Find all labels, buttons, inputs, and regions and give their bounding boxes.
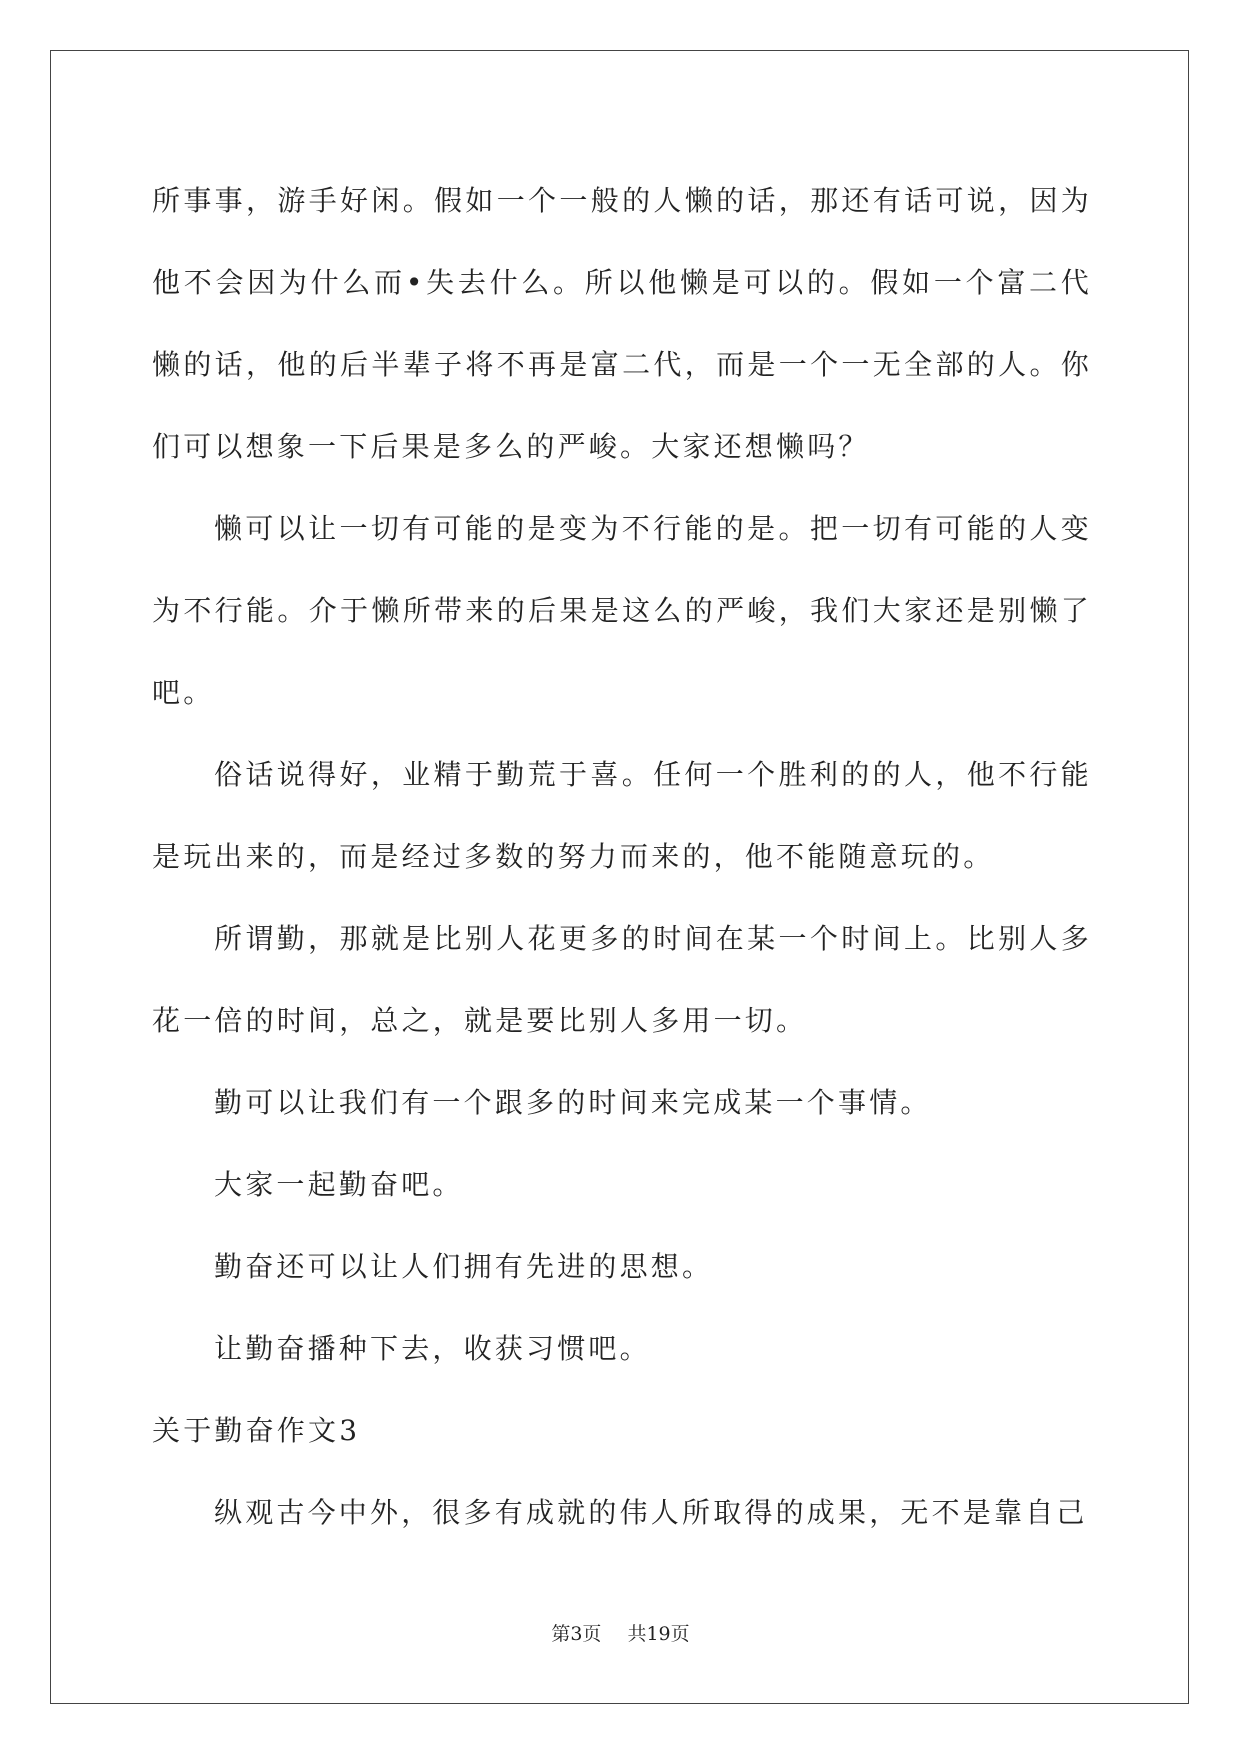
document-body xyxy=(152,160,1092,1554)
paragraph-8: 让勤奋播种下去，收获习惯吧。 xyxy=(214,1332,651,1365)
page-footer xyxy=(0,1619,1241,1646)
page-number: 第3页 xyxy=(551,1623,602,1645)
paragraph-7: 勤奋还可以让人们拥有先进的思想。 xyxy=(214,1250,714,1283)
page-total: 共19页 xyxy=(627,1623,690,1645)
paragraph-6: 大家一起勤奋吧。 xyxy=(214,1168,464,1201)
paragraph-5: 勤可以让我们有一个跟多的时间来完成某一个事情。 xyxy=(214,1086,932,1119)
paragraph-9: 纵观古今中外，很多有成就的伟人所取得的成果，无不是靠自己 xyxy=(214,1496,1088,1529)
paragraph-3: 俗话说得好，业精于勤荒于喜。任何一个胜利的的人，他不行能是玩出来的，而是经过多数的努力而来的，他不能随意玩的。 xyxy=(152,758,1092,873)
section-heading: 关于勤奋作文3 xyxy=(152,1414,361,1447)
paragraph-2: 懒可以让一切有可能的是变为不行能的是。把一切有可能的人变为不行能。介于懒所带来的后果是这么的严峻，我们大家还是别懒了吧。 xyxy=(152,512,1092,709)
paragraph-4: 所谓勤，那就是比别人花更多的时间在某一个时间上。比别人多花一倍的时间，总之，就是要比别人多用一切。 xyxy=(152,922,1092,1037)
paragraph-1: 所事事，游手好闲。假如一个一般的人懒的话，那还有话可说，因为他不会因为什么而•失去什么。所以他懒是可以的。假如一个富二代懒的话，他的后半辈子将不再是富二代，而是一个一无全部的人。你们可以想象一下后果是多么的严峻。大家还想懒吗？ xyxy=(152,184,1092,463)
